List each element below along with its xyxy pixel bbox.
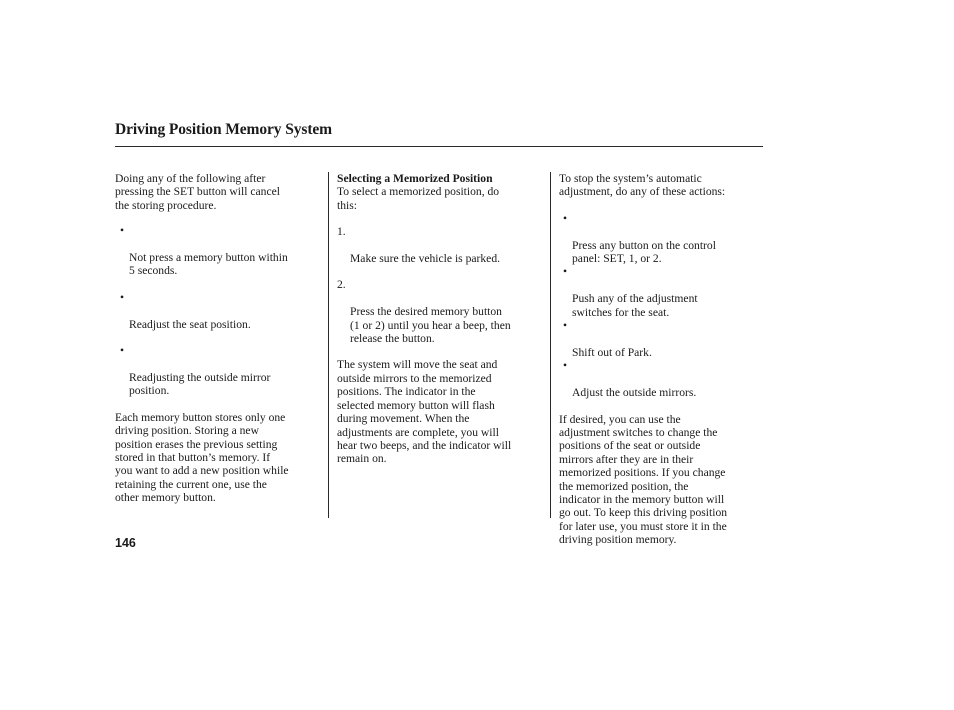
bullet-icon: • [120, 344, 125, 358]
column-1 [115, 172, 325, 505]
bullet-icon: • [563, 319, 568, 333]
column-3 [559, 172, 769, 547]
bullet-text: Adjust the outside mirrors. [572, 386, 697, 400]
list-item [337, 278, 547, 345]
col3-paragraph: If desired, you can use the adjustment switches to change the positions of the seat or outside mirrors after they are in their memorized positions. If you change the memorized position, the indicator in the memory button will go out. To keep this driving position for later use, you must store it in the driving position memory. [559, 412, 728, 547]
list-item [560, 212, 769, 266]
list-item [560, 265, 769, 319]
title-divider [115, 146, 763, 147]
col3-intro: To stop the system’s automatic adjustment, do any of these actions: [559, 172, 726, 199]
bullet-text: Press any button on the control panel: SET, 1, or 2. [572, 238, 716, 266]
bullet-text: Shift out of Park. [572, 345, 652, 359]
bullet-text: Push any of the adjustment switches for the seat. [572, 292, 698, 319]
bullet-icon: • [563, 211, 568, 225]
col2-paragraph: The system will move the seat and outside mirrors to the memorized positions. The indicator in the selected memory button will flash during movement. When the adjustments are complete, you will hear two beeps, and the indicator will remain on. [337, 358, 512, 466]
step-number: 1. [337, 225, 346, 239]
column-divider [550, 172, 551, 518]
bullet-icon: • [563, 265, 568, 279]
bullet-icon: • [120, 224, 125, 238]
list-item [117, 224, 325, 278]
column-divider [328, 172, 329, 518]
col1-intro: Doing any of the following after pressing the SET button will cancel the storing procedure. [115, 172, 280, 212]
step-text: Make sure the vehicle is parked. [350, 252, 501, 266]
column-2 [337, 172, 547, 466]
step-text: Press the desired memory button (1 or 2) until you hear a beep, then release the button. [350, 305, 511, 346]
step-number: 2. [337, 278, 346, 292]
bullet-icon: • [120, 290, 125, 304]
list-item [117, 344, 325, 398]
list-item [337, 225, 547, 265]
col1-paragraph: Each memory button stores only one driving position. Storing a new position erases the previous setting stored in that button’s memory. If you want to add a new position while retaining the current one, use the other memory button. [115, 410, 289, 505]
list-item [560, 359, 769, 399]
section-heading: Selecting a Memorized Position [337, 172, 493, 185]
bullet-text: Readjusting the outside mirror position. [129, 370, 271, 398]
col2-intro: To select a memorized position, do this: [337, 185, 500, 212]
page-title: Driving Position Memory System [115, 121, 332, 138]
bullet-icon: • [563, 359, 568, 373]
page-number: 146 [115, 536, 136, 550]
list-item [560, 319, 769, 359]
bullet-text: Readjust the seat position. [129, 317, 251, 331]
bullet-text: Not press a memory button within 5 seconds. [129, 251, 288, 278]
list-item [117, 291, 325, 331]
